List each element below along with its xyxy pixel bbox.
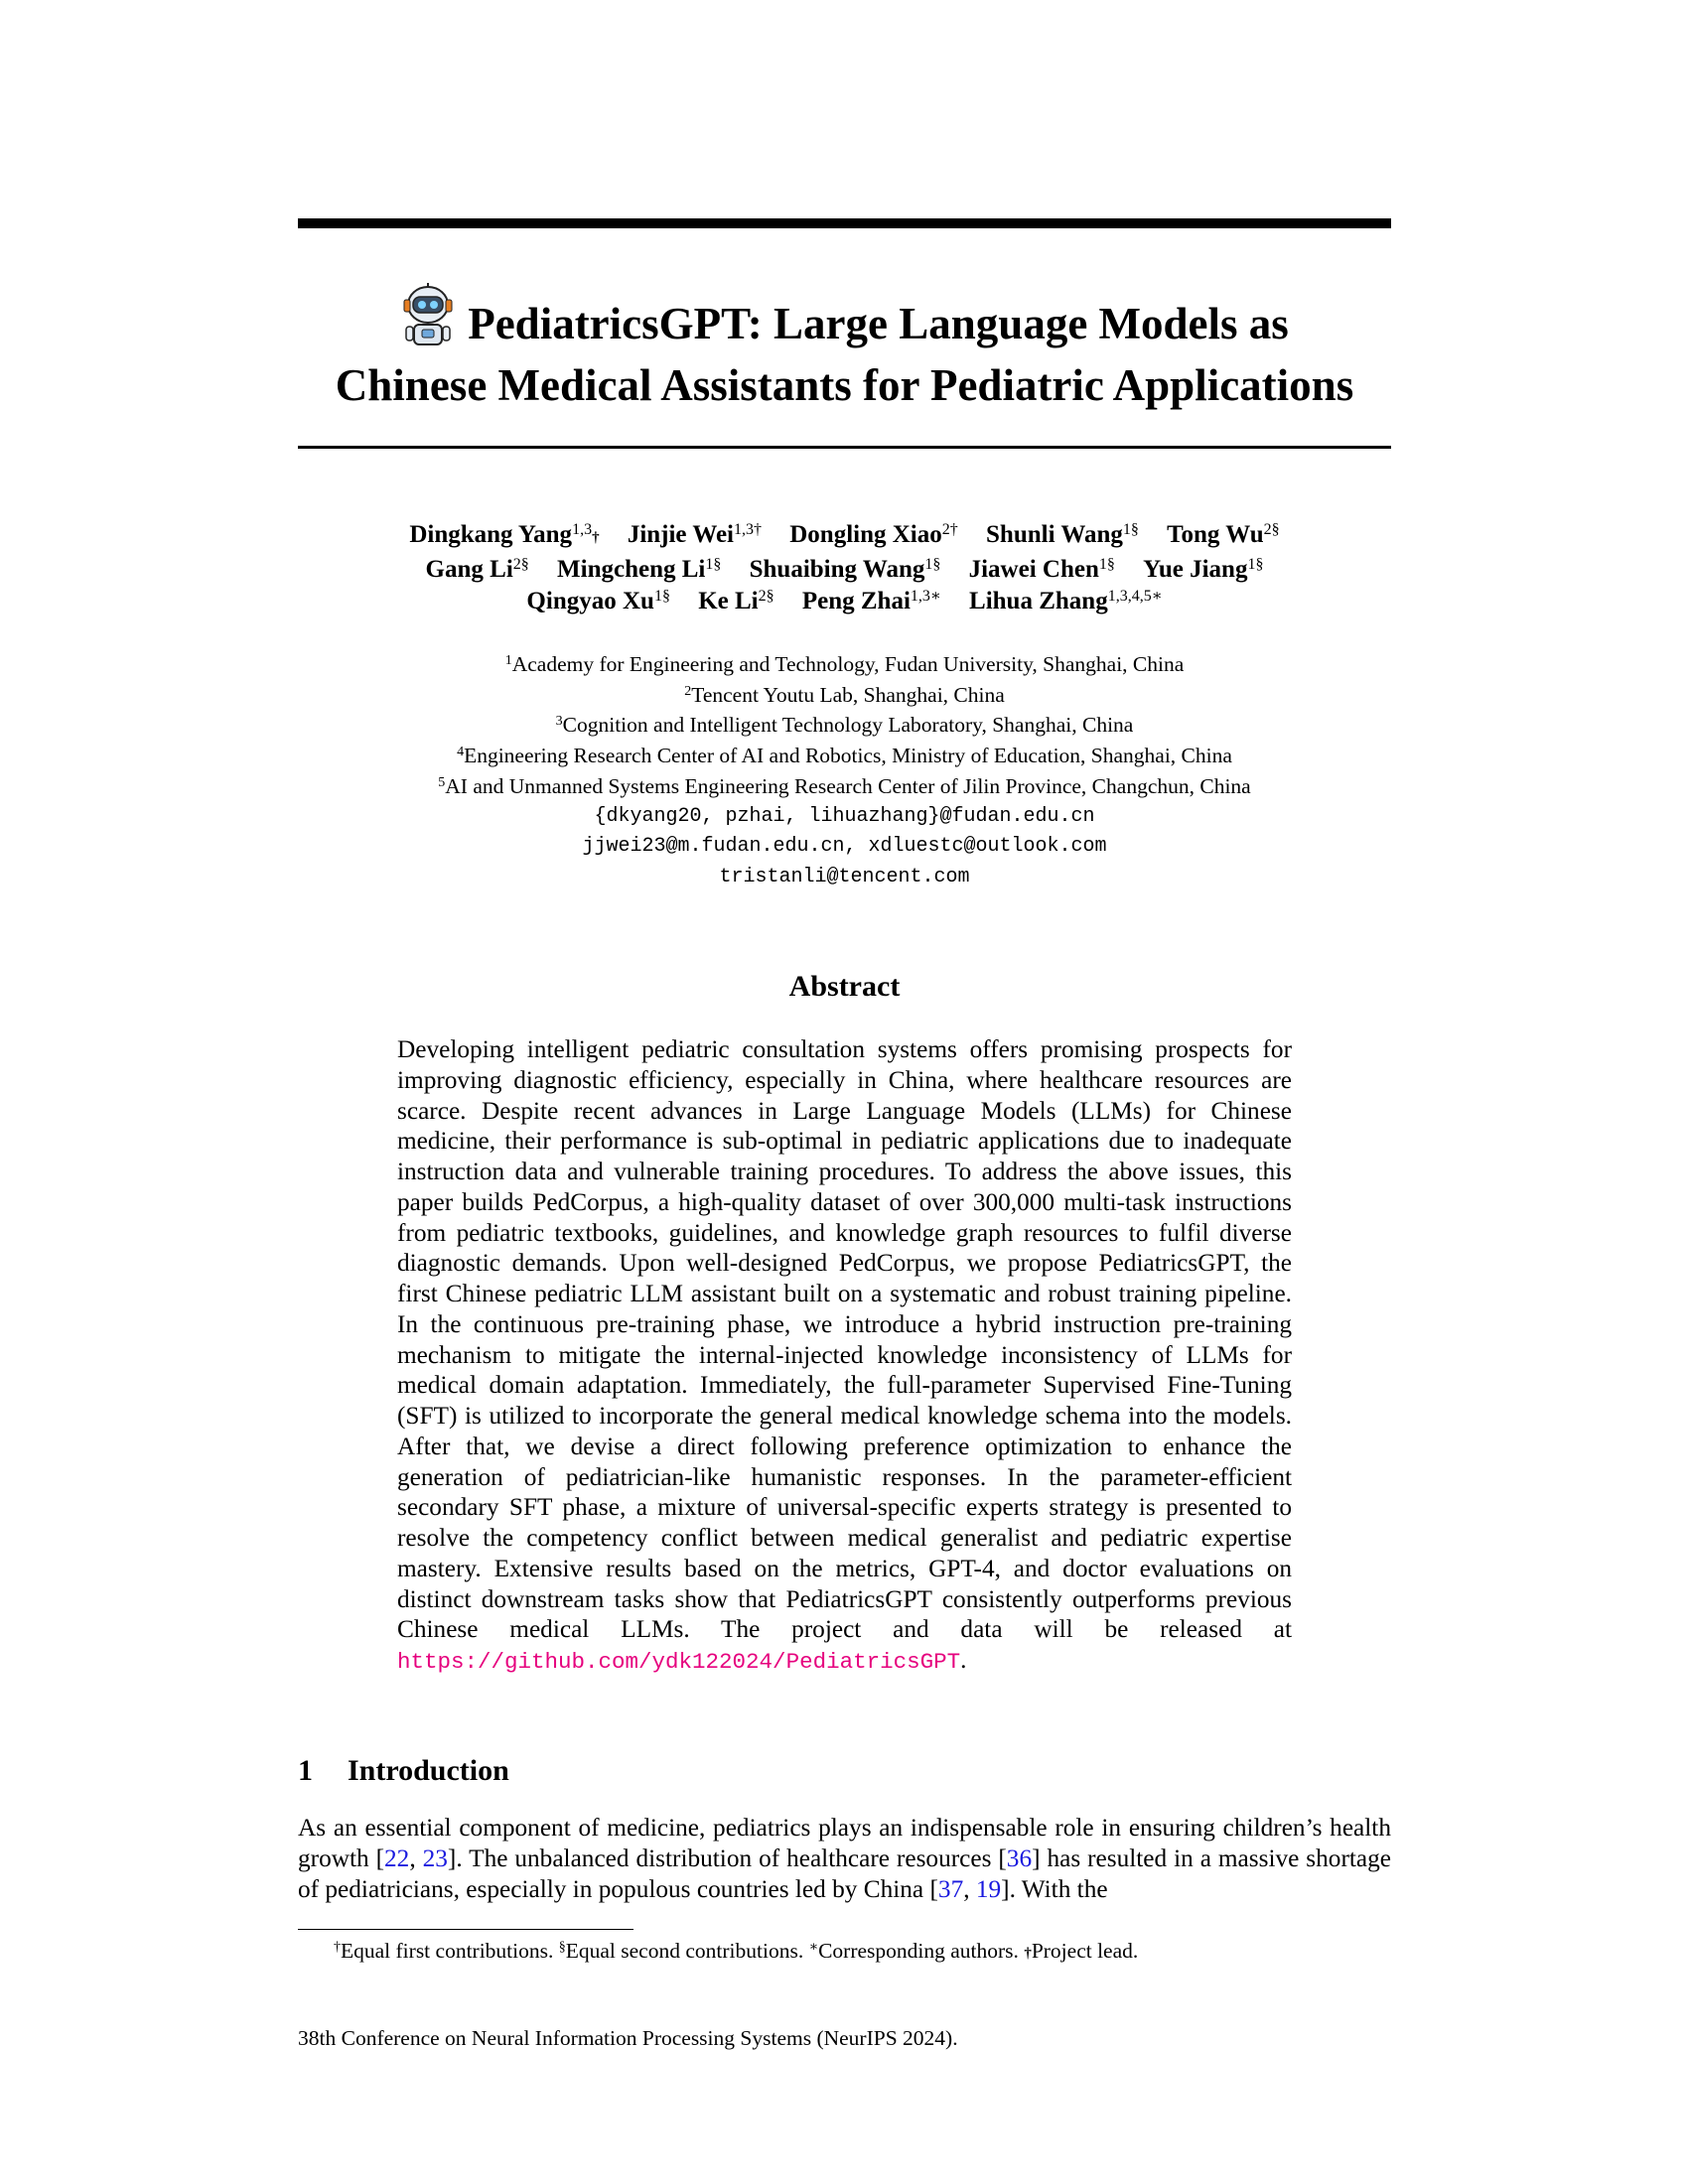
section-heading-introduction (298, 1751, 1391, 1791)
affiliation: $^4$Engineering Research Center of AI and Robotics, Ministry of Education, Shanghai, China (457, 744, 1232, 768)
title-line-1 (298, 283, 1391, 354)
author: Gang $Li^{2\S}$ (425, 556, 529, 583)
citation-link[interactable]: 22 (384, 1843, 410, 1872)
robot-logo-icon (400, 283, 456, 348)
author: Dingkang Yang$^{1,3}$† (409, 521, 599, 548)
email-line: {dkyang20, pzhai, lihuazhang}@fudan.edu.cn (594, 804, 1095, 828)
affiliation: $^2$Tencent Youtu Lab, Shanghai, China (684, 682, 1005, 707)
author: Ke $Li^{2\S}$ (698, 588, 774, 614)
affiliation: $^1$Academy for Engineering and Technology, Fudan University, Shanghai, China (504, 652, 1185, 676)
citation-link[interactable]: 19 (975, 1874, 1002, 1903)
paper-title (298, 283, 1391, 416)
email-line: jjwei23@m.fudan.edu.cn, xdluestc@outlook.com (582, 835, 1107, 859)
project-lead-mark: † (1024, 1946, 1032, 1962)
footnote-rule (298, 1929, 633, 1930)
author: Tong $Wu^{2\S}$ (1167, 521, 1280, 548)
author: Lihua Zhang$^{1,3,4,5∗}$ (969, 588, 1163, 614)
author: Dongling Xiao$^{2\dagger}$ (789, 521, 958, 548)
email-line: tristanli@tencent.com (719, 865, 970, 888)
title-bottom-rule (298, 446, 1391, 449)
affiliation: $^3$Cognition and Intelligent Technology Laboratory, Shanghai, China (555, 713, 1134, 738)
author-line-1 (298, 519, 1391, 554)
author: Jiawei Chen$^{1\S}$ (968, 556, 1115, 583)
affiliation-list (298, 649, 1391, 893)
author-line-2 (298, 554, 1391, 586)
author-line-3 (298, 586, 1391, 617)
title-text-1: PediatricsGPT: Large Language Models as (468, 299, 1289, 348)
section-number: 1 (298, 1754, 313, 1787)
title-line-2: Chinese Medical Assistants for Pediatric Applications (335, 360, 1354, 410)
affiliation: $^5$AI and Unmanned Systems Engineering Research Center of Jilin Province, Changchun, China (438, 773, 1251, 798)
title-top-rule (298, 218, 1391, 228)
author-list (298, 519, 1391, 617)
project-link[interactable]: https://github.com/ydk122024/PediatricsGPT (397, 1649, 961, 1675)
author: Peng Zhai$^{1,3∗}$ (801, 588, 941, 614)
introduction-paragraph: As an essential component of medicine, pediatrics plays an indispensable role in ensuring children’s health growth [22, 23]. The unbalanced distribution of healthcare resources [36] has resulted in a massive shortage of pediatricians, especially in populous countries led by China [37, 19]. With the (298, 1814, 1392, 1903)
author: Qingyao $Xu^{1\S}$ (526, 588, 670, 614)
abstract-text: Developing intelligent pediatric consultation systems offers promising prospects for improving diagnostic efficiency, especially in China, where healthcare resources are scarce. Despite recent advances in Large Language Models (LLMs) for Chinese medicine, their performance is sub-optimal in pediatric applications due to inadequate instruction data and vulnerable training procedures. To address the above issues, this paper builds PedCorpus, a high-quality dataset of over 300,000 multi-task instructions from pediatric textbooks, guidelines, and knowledge graph resources to fulfil diverse diagnostic demands. Upon well-designed PedCorpus, we propose PediatricsGPT, the first Chinese pediatric LLM assistant built on a systematic and robust training pipeline. In the continuous pre-training phase, we introduce a hybrid instruction pre-training mechanism to mitigate the internal-injected knowledge inconsistency of LLMs for medical domain adaptation. Immediately, the full-parameter Supervised Fine-Tuning (SFT) is utilized to incorporate the general medical knowledge schema into the models. After that, we devise a direct following preference optimization to enhance the generation of pediatrician-like humanistic responses. In the parameter-efficient secondary SFT phase, a mixture of universal-specific experts strategy is presented to resolve the competency conflict between medical generalist and pediatric expertise mastery. Extensive results based on the metrics, GPT-4, and doctor evaluations on distinct downstream tasks show that PediatricsGPT consistently outperforms previous Chinese medical LLMs. The project and data will be released at (397, 1035, 1292, 1644)
author: Shuaibing Wang$^{1\S}$ (749, 556, 941, 583)
abstract-heading: Abstract (788, 970, 901, 1003)
author: Yue Jiang$^{1\S}$ (1143, 556, 1264, 583)
author: Shunli Wang$^{1\S}$ (986, 521, 1139, 548)
author: Jinjie Wei$^{1,3\dagger}$ (627, 521, 762, 548)
citation-link[interactable]: 36 (1006, 1843, 1033, 1872)
section-title: Introduction (348, 1754, 509, 1787)
venue-note: 38th Conference on Neural Information Processing Systems (NeurIPS 2024). (298, 2026, 958, 2050)
abstract-body: Developing intelligent pediatric consultation systems offers promising prospects for improving diagnostic efficiency, especially in China, where healthcare resources are scarce. Despite recent advances in Large Language Models (LLMs) for Chinese medicine, their performance is sub-optimal in pediatric applications due to inadequate instruction data and vulnerable training procedures. To address the above issues, this paper builds PedCorpus, a high-quality dataset of over 300,000 multi-task instructions from pediatric textbooks, guidelines, and knowledge graph resources to fulfil diverse diagnostic demands. Upon well-designed PedCorpus, we propose PediatricsGPT, the first Chinese pediatric LLM assistant built on a systematic and robust training pipeline. In the continuous pre-training phase, we introduce a hybrid instruction pre-training mechanism to mitigate the internal-injected knowledge inconsistency of LLMs for medical domain adaptation. Immediately, the full-parameter Supervised Fine-Tuning (SFT) is utilized to incorporate the general medical knowledge schema into the models. After that, we devise a direct following preference optimization to enhance the generation of pediatrician-like humanistic responses. In the parameter-efficient secondary SFT phase, a mixture of universal-specific experts strategy is presented to resolve the competency conflict between medical generalist and pediatric expertise mastery. Extensive results based on the metrics, GPT-4, and doctor evaluations on distinct downstream tasks show that PediatricsGPT consistently outperforms previous Chinese medical LLMs. The project and data will be released at https://github.com/ydk122024/PediatricsGPT. (397, 1035, 1292, 1675)
citation-link[interactable]: 37 (937, 1874, 964, 1903)
footnote: †Equal first contributions. §Equal second contributions. ∗Corresponding authors. †Project lead. (298, 1936, 1391, 1969)
project-lead-mark: † (592, 530, 600, 546)
author: Mingcheng $Li^{1\S}$ (557, 556, 722, 583)
citation-link[interactable]: 23 (422, 1843, 448, 1872)
